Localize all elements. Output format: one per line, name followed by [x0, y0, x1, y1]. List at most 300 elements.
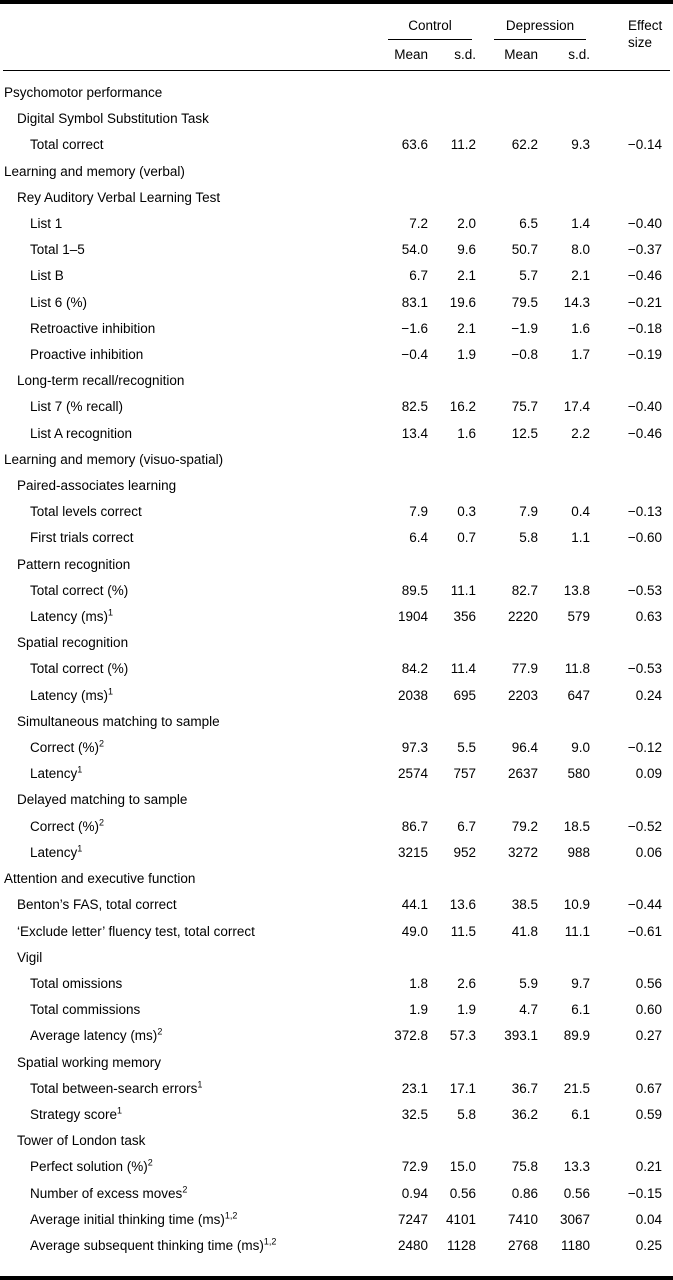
row-label: Correct (%)$^2$	[30, 738, 105, 756]
row-label: Rey Auditory Verbal Learning Test	[17, 189, 221, 205]
depression-mean-cell	[484, 106, 546, 132]
effect-size-cell: −0.12	[627, 740, 663, 756]
effect-size-cell: 0.56	[635, 975, 663, 991]
depression-sd-cell: 0.56	[563, 1185, 591, 1201]
effect-size-cell: 0.63	[635, 609, 663, 625]
data-row	[3, 604, 670, 630]
data-row	[3, 840, 670, 866]
footnote-marker: 2	[99, 817, 105, 828]
depression-sd-cell: 8.0	[571, 242, 591, 258]
footnote-marker: 1	[108, 607, 114, 618]
depression-mean-cell	[484, 630, 546, 656]
row-label: Pattern recognition	[17, 556, 131, 572]
control-mean-cell: 372.8	[394, 1028, 428, 1044]
effect-size-cell: 0.59	[635, 1106, 663, 1122]
control-mean-cell: 44.1	[401, 897, 428, 913]
row-label: List B	[30, 268, 64, 284]
section-row	[3, 1128, 670, 1154]
depression-sd-cell: 579	[567, 609, 591, 625]
control-sd-cell	[436, 1128, 484, 1154]
depression-sd-cell: 1180	[560, 1237, 591, 1253]
section-row	[3, 185, 670, 211]
depression-mean-cell: 5.7	[519, 268, 538, 284]
data-row	[3, 578, 670, 604]
control-mean-cell: 7.2	[409, 216, 428, 232]
depression-sd-cell	[546, 1128, 598, 1154]
depression-mean-cell	[484, 185, 546, 211]
control-mean-cell: 6.7	[409, 268, 428, 284]
control-sd-cell	[436, 552, 484, 578]
data-row	[3, 892, 670, 918]
control-mean-cell: 1.9	[409, 1002, 428, 1018]
data-row	[3, 1154, 670, 1180]
control-mean-cell: 49.0	[401, 923, 428, 939]
depression-mean-cell	[484, 159, 546, 185]
depression-mean-cell: 2768	[507, 1237, 538, 1253]
control-sd-cell: 5.8	[457, 1106, 476, 1122]
depression-mean-cell: 0.86	[511, 1185, 538, 1201]
control-mean-cell: 54.0	[401, 242, 428, 258]
effect-size-cell	[598, 630, 670, 656]
data-row	[3, 211, 670, 237]
footnote-marker: 2	[147, 1157, 153, 1168]
depression-mean-cell: 79.2	[511, 818, 538, 834]
control-mean-cell: 7247	[397, 1211, 428, 1227]
row-label: Total correct (%)	[30, 582, 129, 598]
depression-sd-cell	[546, 106, 598, 132]
depression-mean-cell: 393.1	[504, 1028, 538, 1044]
depression-sd-cell	[546, 945, 598, 971]
footnote-marker: 2	[182, 1184, 188, 1195]
section-row	[3, 552, 670, 578]
data-row	[3, 971, 670, 997]
control-mean-cell: 83.1	[401, 294, 428, 310]
effect-size-cell: −0.40	[627, 216, 663, 232]
row-label: Total levels correct	[30, 504, 142, 520]
depression-sd-cell: 3067	[559, 1211, 591, 1227]
section-row	[3, 159, 670, 185]
depression-sd-cell: 1.6	[571, 320, 591, 336]
data-row	[3, 814, 670, 840]
depression-sd-cell	[546, 1050, 598, 1076]
control-mean-cell	[378, 1128, 436, 1154]
row-label: Long-term recall/recognition	[17, 373, 185, 389]
control-sd-cell	[436, 159, 484, 185]
data-row	[3, 656, 670, 682]
row-label: Benton’s FAS, total correct	[17, 897, 177, 913]
depression-sd-cell	[546, 447, 598, 473]
results-table	[3, 4, 670, 1259]
control-mean-cell: −1.6	[401, 320, 428, 336]
row-label: Delayed matching to sample	[17, 792, 188, 808]
control-sd-cell: 16.2	[449, 399, 476, 415]
control-sd-cell: 757	[453, 766, 476, 782]
row-label: Number of excess moves$^2$	[30, 1184, 188, 1201]
effect-size-cell: −0.46	[627, 425, 663, 441]
footnote-marker: 1	[117, 1105, 123, 1116]
data-row	[3, 421, 670, 447]
depression-sd-cell: 6.1	[571, 1002, 591, 1018]
effect-size-cell	[598, 447, 670, 473]
control-mean-cell: −0.4	[401, 347, 428, 363]
depression-sd-cell: 6.1	[571, 1106, 591, 1122]
data-row	[3, 290, 670, 316]
control-sd-cell: 2.1	[457, 268, 476, 284]
control-sd-cell: 11.1	[450, 582, 476, 598]
control-sd-cell	[436, 447, 484, 473]
table-header	[3, 4, 670, 71]
row-label: List 7 (% recall)	[30, 399, 124, 415]
row-label: ‘Exclude letter’ fluency test, total correct	[17, 923, 255, 939]
effect-size-cell: −0.14	[627, 137, 663, 153]
footnote-marker: 1,2	[263, 1236, 277, 1247]
control-mean-cell: 23.1	[401, 1080, 428, 1096]
effect-size-cell: −0.61	[627, 923, 663, 939]
control-sd-cell: 0.56	[449, 1185, 476, 1201]
effect-size-cell: −0.19	[627, 347, 663, 363]
row-label: Strategy score$^1$	[30, 1105, 123, 1122]
depression-group-header	[484, 4, 598, 40]
control-sd-cell	[436, 106, 484, 132]
depression-mean-cell: 7410	[507, 1211, 538, 1227]
section-row	[3, 473, 670, 499]
depression-sd-cell	[546, 787, 598, 813]
depression-sd-cell: 9.7	[571, 975, 591, 991]
control-sd-cell	[436, 1050, 484, 1076]
row-label: Attention and executive function	[4, 871, 196, 887]
control-sd-cell: 2.1	[457, 320, 476, 336]
data-row	[3, 263, 670, 289]
row-label: Spatial working memory	[17, 1054, 162, 1070]
row-label: Digital Symbol Substitution Task	[17, 111, 209, 127]
depression-sd-header: s.d.	[568, 47, 591, 62]
control-sd-cell	[436, 630, 484, 656]
row-label: Retroactive inhibition	[30, 320, 156, 336]
control-mean-cell	[378, 473, 436, 499]
row-label: Perfect solution (%)$^2$	[30, 1157, 153, 1175]
depression-mean-cell: 2203	[507, 687, 538, 703]
footnote-marker: 1,2	[224, 1210, 238, 1221]
control-mean-cell: 1.8	[409, 975, 428, 991]
control-sd-cell: 19.6	[449, 294, 476, 310]
section-row	[3, 1050, 670, 1076]
effect-size-cell: 0.24	[635, 687, 663, 703]
depression-sd-cell	[546, 159, 598, 185]
depression-sd-cell: 18.5	[563, 818, 591, 834]
effect-size-cell: 0.21	[635, 1159, 663, 1175]
control-mean-cell	[378, 787, 436, 813]
depression-mean-cell	[484, 945, 546, 971]
control-mean-cell	[378, 447, 436, 473]
depression-sd-cell: 647	[567, 687, 591, 703]
depression-sd-cell: 89.9	[563, 1028, 591, 1044]
depression-sd-cell: 9.3	[571, 137, 591, 153]
row-label: List A recognition	[30, 425, 133, 441]
data-row	[3, 997, 670, 1023]
depression-mean-header: Mean	[504, 47, 538, 62]
control-sd-cell: 0.3	[457, 504, 476, 520]
control-mean-cell	[378, 552, 436, 578]
footnote-marker: 1	[77, 764, 83, 775]
data-row	[3, 919, 670, 945]
section-row	[3, 106, 670, 132]
effect-size-cell: −0.46	[627, 268, 663, 284]
depression-sd-cell: 580	[567, 766, 591, 782]
depression-sd-cell: 10.9	[563, 897, 591, 913]
control-mean-cell: 97.3	[401, 740, 428, 756]
control-mean-cell: 2038	[397, 687, 428, 703]
effect-size-header: Effect size	[628, 18, 663, 50]
effect-size-cell: −0.37	[627, 242, 663, 258]
effect-size-cell	[598, 552, 670, 578]
row-label: Total commissions	[30, 1002, 141, 1018]
depression-sd-cell	[546, 552, 598, 578]
effect-size-cell	[598, 473, 670, 499]
control-mean-cell: 6.4	[409, 530, 428, 546]
depression-sd-cell: 17.4	[563, 399, 591, 415]
depression-mean-cell: 3272	[507, 844, 538, 860]
section-row	[3, 71, 670, 107]
control-sd-cell: 1.9	[457, 1002, 476, 1018]
data-row	[3, 1076, 670, 1102]
row-label: Tower of London task	[17, 1133, 146, 1149]
control-mean-cell	[378, 630, 436, 656]
control-sd-cell: 2.0	[457, 216, 476, 232]
footnote-marker: 2	[157, 1026, 163, 1037]
depression-mean-cell: 36.2	[511, 1106, 538, 1122]
row-label: Total 1–5	[30, 242, 85, 258]
depression-mean-cell	[484, 866, 546, 892]
depression-mean-cell: −1.9	[511, 320, 538, 336]
row-label: Spatial recognition	[17, 635, 129, 651]
depression-group-label: Depression	[494, 18, 586, 40]
depression-sd-cell	[546, 473, 598, 499]
effect-size-cell	[598, 945, 670, 971]
section-row	[3, 368, 670, 394]
row-label: Correct (%)$^2$	[30, 817, 105, 834]
data-row	[3, 499, 670, 525]
label-column-subheader	[3, 40, 378, 71]
control-sd-cell: 17.1	[449, 1080, 476, 1096]
control-mean-cell: 63.6	[401, 137, 428, 153]
control-mean-cell	[378, 866, 436, 892]
control-mean-cell: 13.4	[401, 425, 428, 441]
control-sd-cell: 2.6	[457, 975, 476, 991]
depression-sd-cell: 1.1	[571, 530, 591, 546]
row-label: Total between-search errors$^1$	[30, 1079, 203, 1096]
depression-sd-cell: 13.8	[563, 582, 591, 598]
depression-sd-cell: 21.5	[563, 1080, 591, 1096]
control-group-header	[378, 4, 484, 40]
control-sd-cell	[436, 945, 484, 971]
depression-sd-cell: 13.3	[563, 1159, 591, 1175]
control-mean-cell: 2480	[397, 1237, 428, 1253]
effect-size-cell: −0.21	[627, 294, 663, 310]
depression-mean-cell	[484, 709, 546, 735]
row-label: Learning and memory (verbal)	[4, 163, 185, 179]
control-sd-cell: 11.5	[450, 923, 476, 939]
row-label: Proactive inhibition	[30, 347, 144, 363]
depression-mean-cell	[484, 552, 546, 578]
depression-mean-cell: 77.9	[511, 661, 538, 677]
label-column-header	[3, 4, 378, 40]
footnote-marker: 2	[99, 738, 105, 749]
depression-mean-cell	[484, 71, 546, 107]
control-sd-header: s.d.	[454, 47, 476, 62]
control-mean-cell	[378, 106, 436, 132]
depression-mean-cell	[484, 1050, 546, 1076]
effect-size-cell: 0.06	[635, 844, 663, 860]
depression-sd-cell: 1.4	[571, 216, 591, 232]
row-label: Latency (ms)$^1$	[30, 686, 114, 703]
data-row	[3, 342, 670, 368]
row-label: Average latency (ms)$^2$	[30, 1026, 163, 1044]
control-sd-cell: 4101	[445, 1211, 476, 1227]
data-row	[3, 761, 670, 787]
row-label: Latency$^1$	[30, 764, 83, 782]
section-row	[3, 945, 670, 971]
data-row	[3, 394, 670, 420]
data-row	[3, 1233, 670, 1259]
data-row	[3, 683, 670, 709]
data-row	[3, 1207, 670, 1233]
row-label: Learning and memory (visuo-spatial)	[4, 451, 224, 467]
effect-size-cell	[598, 71, 670, 107]
depression-mean-cell: 4.7	[519, 1002, 538, 1018]
control-mean-cell: 32.5	[401, 1106, 428, 1122]
row-label: Average subsequent thinking time (ms)$^{1,2}$	[30, 1236, 277, 1253]
effect-size-cell	[598, 185, 670, 211]
control-sd-cell: 6.7	[457, 818, 476, 834]
sub-header-row	[3, 40, 670, 71]
depression-mean-cell: 75.8	[511, 1159, 538, 1175]
depression-sd-cell	[546, 368, 598, 394]
control-mean-cell: 3215	[397, 844, 428, 860]
depression-sd-cell	[546, 71, 598, 107]
control-sd-cell: 9.6	[457, 242, 476, 258]
control-sd-cell	[436, 787, 484, 813]
data-row	[3, 525, 670, 551]
table-body	[3, 71, 670, 1260]
depression-sd-cell: 11.8	[564, 661, 591, 677]
depression-mean-cell: 96.4	[511, 740, 538, 756]
depression-sd-cell	[546, 709, 598, 735]
depression-sd-cell	[546, 185, 598, 211]
effect-size-cell	[598, 709, 670, 735]
effect-size-cell	[598, 1050, 670, 1076]
control-sd-cell: 356	[453, 609, 476, 625]
control-sd-cell	[436, 185, 484, 211]
effect-size-cell	[598, 159, 670, 185]
row-label: Average initial thinking time (ms)$^{1,2}$	[30, 1210, 238, 1227]
control-mean-cell	[378, 368, 436, 394]
effect-size-cell: 0.67	[635, 1080, 663, 1096]
depression-mean-cell	[484, 368, 546, 394]
effect-size-cell	[598, 1128, 670, 1154]
depression-sd-cell	[546, 630, 598, 656]
effect-size-cell: 0.60	[635, 1002, 663, 1018]
effect-size-cell: −0.13	[627, 504, 663, 520]
depression-sd-cell: 2.2	[571, 425, 591, 441]
depression-mean-cell: 75.7	[511, 399, 538, 415]
row-label: List 6 (%)	[30, 294, 88, 310]
data-row	[3, 1181, 670, 1207]
control-sd-cell	[436, 368, 484, 394]
control-sd-cell: 15.0	[449, 1159, 476, 1175]
depression-mean-cell: 12.5	[511, 425, 538, 441]
row-label: Total correct (%)	[30, 661, 129, 677]
effect-size-cell: −0.18	[627, 320, 663, 336]
control-mean-cell: 86.7	[401, 818, 428, 834]
control-sd-cell: 13.6	[449, 897, 476, 913]
control-mean-cell: 0.94	[401, 1185, 428, 1201]
control-mean-cell	[378, 945, 436, 971]
depression-mean-cell	[484, 1128, 546, 1154]
effect-size-cell: −0.44	[627, 897, 663, 913]
row-label: Total correct	[30, 137, 104, 153]
depression-sd-cell: 988	[567, 844, 591, 860]
control-sd-cell: 5.5	[457, 740, 476, 756]
depression-mean-cell: 5.8	[519, 530, 538, 546]
control-sd-cell	[436, 709, 484, 735]
control-sd-cell: 1.9	[457, 347, 476, 363]
data-row	[3, 316, 670, 342]
data-row	[3, 1023, 670, 1049]
control-sd-cell: 11.2	[450, 137, 476, 153]
depression-mean-cell: −0.8	[511, 347, 538, 363]
control-sd-cell	[436, 71, 484, 107]
depression-sd-cell: 11.1	[564, 923, 591, 939]
data-row	[3, 1102, 670, 1128]
effect-size-cell: 0.27	[635, 1028, 663, 1044]
control-sd-cell: 11.4	[450, 661, 476, 677]
depression-mean-cell: 36.7	[511, 1080, 538, 1096]
depression-sd-cell: 2.1	[571, 268, 591, 284]
control-sd-cell	[436, 473, 484, 499]
effect-size-cell	[598, 106, 670, 132]
depression-mean-cell: 2220	[507, 609, 538, 625]
depression-mean-cell	[484, 787, 546, 813]
section-row	[3, 787, 670, 813]
depression-sd-cell: 9.0	[571, 740, 591, 756]
depression-mean-cell: 6.5	[519, 216, 538, 232]
control-mean-cell: 84.2	[401, 661, 428, 677]
footnote-marker: 1	[197, 1079, 203, 1090]
depression-sd-cell: 0.4	[571, 504, 591, 520]
data-row	[3, 132, 670, 158]
row-label: Psychomotor performance	[4, 85, 163, 100]
effect-size-cell: 0.09	[635, 766, 663, 782]
control-sd-cell: 1128	[446, 1237, 476, 1253]
effect-size-cell: −0.52	[627, 818, 663, 834]
control-mean-cell	[378, 185, 436, 211]
control-sd-cell: 57.3	[449, 1028, 476, 1044]
control-mean-cell	[378, 71, 436, 107]
depression-sd-cell	[546, 866, 598, 892]
depression-mean-cell	[484, 473, 546, 499]
depression-mean-cell: 50.7	[511, 242, 538, 258]
control-mean-cell	[378, 1050, 436, 1076]
control-mean-cell: 89.5	[401, 582, 428, 598]
control-mean-cell: 1904	[397, 609, 428, 625]
row-label: List 1	[30, 216, 63, 232]
effect-size-cell: −0.15	[627, 1185, 663, 1201]
effect-size-cell: −0.53	[627, 661, 663, 677]
depression-mean-cell: 5.9	[519, 975, 538, 991]
control-sd-cell: 952	[453, 844, 476, 860]
depression-mean-cell: 38.5	[511, 897, 538, 913]
control-sd-cell: 1.6	[457, 425, 476, 441]
